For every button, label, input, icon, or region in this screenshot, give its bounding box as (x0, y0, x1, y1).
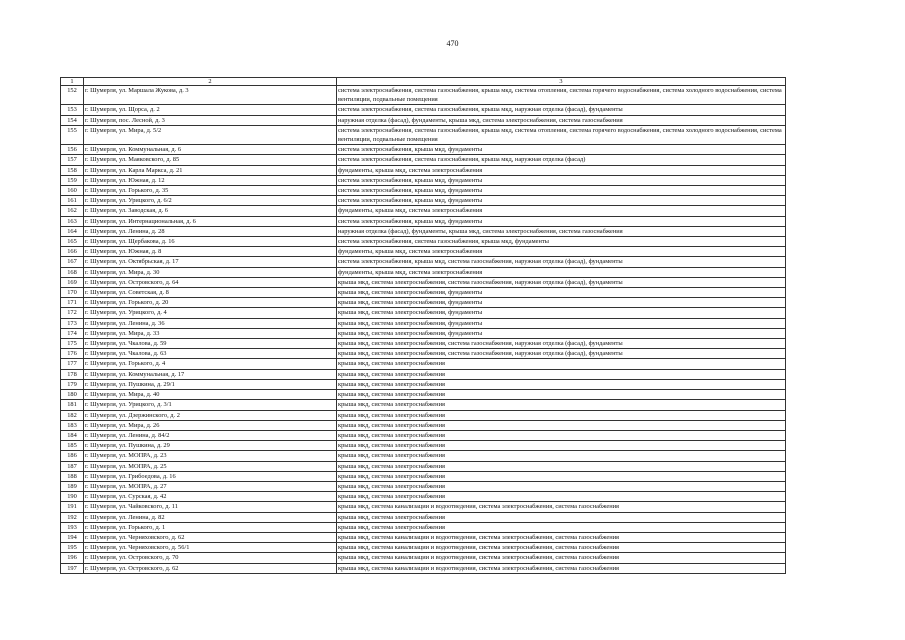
row-works: крыша мкд, система электроснабжения, фундаменты (337, 308, 786, 318)
row-number: 164 (61, 226, 84, 236)
row-address: г. Шумерля, ул. МОПРА, д. 23 (84, 451, 337, 461)
row-address: г. Шумерля, ул. Советская, д. 8 (84, 288, 337, 298)
table-row (61, 186, 786, 196)
row-works: крыша мкд, система электроснабжения, система газоснабжения, наружная отделка (фасад), фундаменты (337, 339, 786, 349)
row-works: крыша мкд, система канализации и водоотведения, система электроснабжения, система газоснабжения (337, 502, 786, 512)
table-row (61, 532, 786, 542)
row-number: 165 (61, 237, 84, 247)
row-number: 153 (61, 105, 84, 115)
table-header-row (61, 78, 786, 86)
row-address: г. Шумерля, ул. Коммунальная, д. 17 (84, 369, 337, 379)
row-number: 167 (61, 257, 84, 267)
table-row (61, 115, 786, 125)
table-row (61, 175, 786, 185)
row-number: 172 (61, 308, 84, 318)
table-row (61, 481, 786, 491)
row-works: крыша мкд, система электроснабжения, система газоснабжения, наружная отделка (фасад), фундаменты (337, 277, 786, 287)
table-row (61, 226, 786, 236)
row-works: крыша мкд, система электроснабжения (337, 390, 786, 400)
table-row (61, 430, 786, 440)
row-number: 158 (61, 165, 84, 175)
row-address: г. Шумерля, ул. Мира, д. 33 (84, 328, 337, 338)
row-number: 180 (61, 390, 84, 400)
row-address: г. Шумерля, ул. Ленина, д. 82 (84, 512, 337, 522)
table-row (61, 165, 786, 175)
row-works: крыша мкд, система электроснабжения, система газоснабжения, наружная отделка (фасад), фундаменты (337, 349, 786, 359)
row-address: г. Шумерля, пос. Лесной, д. 3 (84, 115, 337, 125)
column-header-2: 2 (84, 78, 337, 86)
row-address: г. Шумерля, ул. Урицкого, д. 4 (84, 308, 337, 318)
row-works: система электроснабжения, крыша мкд, фундаменты (337, 196, 786, 206)
row-number: 155 (61, 125, 84, 144)
table-row (61, 400, 786, 410)
row-address: г. Шумерля, ул. Дзержинского, д. 2 (84, 410, 337, 420)
row-number: 168 (61, 267, 84, 277)
row-number: 195 (61, 543, 84, 553)
row-number: 154 (61, 115, 84, 125)
row-address: г. Шумерля, ул. Заводская, д. 6 (84, 206, 337, 216)
row-works: крыша мкд, система электроснабжения (337, 369, 786, 379)
row-works: крыша мкд, система канализации и водоотведения, система электроснабжения, система газоснабжения (337, 532, 786, 542)
row-works: крыша мкд, система электроснабжения (337, 430, 786, 440)
table-row (61, 420, 786, 430)
row-address: г. Шумерля, ул. МОПРА, д. 25 (84, 461, 337, 471)
row-works: система электроснабжения, система газоснабжения, крыша мкд, фундаменты (337, 237, 786, 247)
row-works: крыша мкд, система электроснабжения (337, 441, 786, 451)
row-address: г. Шумерля, ул. Октябрьская, д. 17 (84, 257, 337, 267)
row-works: система электроснабжения, крыша мкд, фундаменты (337, 175, 786, 185)
row-works: фундаменты, крыша мкд, система электроснабжения (337, 267, 786, 277)
row-address: г. Шумерля, ул. Горького, д. 20 (84, 298, 337, 308)
table-row (61, 308, 786, 318)
row-address: г. Шумерля, ул. Коммунальная, д. 6 (84, 145, 337, 155)
row-address: г. Шумерля, ул. Черняховского, д. 56/1 (84, 543, 337, 553)
row-address: г. Шумерля, ул. Горького, д. 1 (84, 522, 337, 532)
table-row (61, 216, 786, 226)
row-number: 169 (61, 277, 84, 287)
row-number: 160 (61, 186, 84, 196)
row-address: г. Шумерля, ул. МОПРА, д. 27 (84, 481, 337, 491)
row-number: 183 (61, 420, 84, 430)
row-works: система электроснабжения, крыша мкд, фундаменты (337, 186, 786, 196)
row-address: г. Шумерля, ул. Сурская, д. 42 (84, 492, 337, 502)
table-row (61, 267, 786, 277)
row-address: г. Шумерля, ул. Островского, д. 70 (84, 553, 337, 563)
row-address: г. Шумерля, ул. Маршала Жукова, д. 3 (84, 86, 337, 105)
row-address: г. Шумерля, ул. Пушкина, д. 29/1 (84, 379, 337, 389)
table-row (61, 543, 786, 553)
row-address: г. Шумерля, ул. Урицкого, д. 6/2 (84, 196, 337, 206)
row-address: г. Шумерля, ул. Мира, д. 30 (84, 267, 337, 277)
row-number: 196 (61, 553, 84, 563)
row-number: 174 (61, 328, 84, 338)
table-row (61, 461, 786, 471)
row-works: крыша мкд, система электроснабжения (337, 379, 786, 389)
row-number: 188 (61, 471, 84, 481)
row-works: крыша мкд, система канализации и водоотведения, система электроснабжения, система газоснабжения (337, 563, 786, 573)
row-address: г. Шумерля, ул. Урицкого, д. 3/1 (84, 400, 337, 410)
row-number: 177 (61, 359, 84, 369)
row-number: 176 (61, 349, 84, 359)
row-works: крыша мкд, система электроснабжения (337, 492, 786, 502)
table-row (61, 451, 786, 461)
table-row (61, 288, 786, 298)
table-row (61, 105, 786, 115)
row-address: г. Шумерля, ул. Ленина, д. 28 (84, 226, 337, 236)
page-number: 470 (446, 39, 459, 48)
row-number: 156 (61, 145, 84, 155)
table-row (61, 318, 786, 328)
column-header-3: 3 (337, 78, 786, 86)
row-works: крыша мкд, система электроснабжения (337, 451, 786, 461)
table-row (61, 328, 786, 338)
table-row (61, 553, 786, 563)
row-number: 166 (61, 247, 84, 257)
row-works: крыша мкд, система электроснабжения (337, 471, 786, 481)
row-works: крыша мкд, система электроснабжения (337, 359, 786, 369)
row-number: 175 (61, 339, 84, 349)
table-row (61, 257, 786, 267)
table-row (61, 247, 786, 257)
row-works: система электроснабжения, система газоснабжения, крыша мкд, наружная отделка (фасад), фундаменты (337, 105, 786, 115)
row-works: крыша мкд, система электроснабжения (337, 512, 786, 522)
row-works: крыша мкд, система электроснабжения (337, 461, 786, 471)
row-number: 191 (61, 502, 84, 512)
table-row (61, 379, 786, 389)
row-address: г. Шумерля, ул. Чкалова, д. 59 (84, 339, 337, 349)
row-works: крыша мкд, система электроснабжения (337, 410, 786, 420)
column-header-1: 1 (61, 78, 84, 86)
row-address: г. Шумерля, ул. Южная, д. 12 (84, 175, 337, 185)
row-address: г. Шумерля, ул. Карла Маркса, д. 21 (84, 165, 337, 175)
table-row (61, 277, 786, 287)
row-address: г. Шумерля, ул. Мира, д. 26 (84, 420, 337, 430)
row-works: система электроснабжения, система газоснабжения, крыша мкд, система отопления, система горячего водоснабжения, система холодного водоснабжения, система вентиляции, подвальные помещения (337, 86, 786, 105)
row-works: фундаменты, крыша мкд, система электроснабжения (337, 247, 786, 257)
row-works: система электроснабжения, крыша мкд, фундаменты (337, 145, 786, 155)
row-number: 162 (61, 206, 84, 216)
row-number: 194 (61, 532, 84, 542)
row-number: 171 (61, 298, 84, 308)
row-number: 190 (61, 492, 84, 502)
table-body (61, 78, 786, 574)
table-row (61, 492, 786, 502)
table-row (61, 155, 786, 165)
table-row (61, 237, 786, 247)
row-number: 182 (61, 410, 84, 420)
row-address: г. Шумерля, ул. Мира, д. 40 (84, 390, 337, 400)
row-address: г. Шумерля, ул. Островского, д. 62 (84, 563, 337, 573)
row-number: 181 (61, 400, 84, 410)
row-works: система электроснабжения, система газоснабжения, крыша мкд, наружная отделка (фасад) (337, 155, 786, 165)
row-number: 170 (61, 288, 84, 298)
row-address: г. Шумерля, ул. Южная, д. 8 (84, 247, 337, 257)
row-number: 197 (61, 563, 84, 573)
row-address: г. Шумерля, ул. Пушкина, д. 29 (84, 441, 337, 451)
row-number: 187 (61, 461, 84, 471)
row-number: 152 (61, 86, 84, 105)
table-row (61, 390, 786, 400)
row-number: 178 (61, 369, 84, 379)
row-number: 189 (61, 481, 84, 491)
row-address: г. Шумерля, ул. Горького, д. 35 (84, 186, 337, 196)
row-works: крыша мкд, система канализации и водоотведения, система электроснабжения, система газоснабжения (337, 543, 786, 553)
row-number: 186 (61, 451, 84, 461)
row-works: крыша мкд, система электроснабжения (337, 481, 786, 491)
table-row (61, 512, 786, 522)
row-number: 161 (61, 196, 84, 206)
table-row (61, 369, 786, 379)
table-row (61, 125, 786, 144)
row-address: г. Шумерля, ул. Черняховского, д. 62 (84, 532, 337, 542)
row-address: г. Шумерля, ул. Чкалова, д. 63 (84, 349, 337, 359)
row-number: 192 (61, 512, 84, 522)
row-works: крыша мкд, система электроснабжения (337, 522, 786, 532)
row-works: крыша мкд, система электроснабжения, фундаменты (337, 328, 786, 338)
row-works: крыша мкд, система электроснабжения, фундаменты (337, 318, 786, 328)
register-table (60, 77, 786, 574)
row-address: г. Шумерля, ул. Мира, д. 5/2 (84, 125, 337, 144)
row-works: крыша мкд, система электроснабжения, фундаменты (337, 298, 786, 308)
table-row (61, 86, 786, 105)
row-works: система электроснабжения, система газоснабжения, крыша мкд, система отопления, система горячего водоснабжения, система холодного водоснабжения, система вентиляции, подвальные помещения (337, 125, 786, 144)
row-number: 179 (61, 379, 84, 389)
row-address: г. Шумерля, ул. Щербакова, д. 16 (84, 237, 337, 247)
row-works: наружная отделка (фасад), фундаменты, крыша мкд, система электроснабжения, система газоснабжения (337, 115, 786, 125)
row-address: г. Шумерля, ул. Горького, д. 4 (84, 359, 337, 369)
table-row (61, 522, 786, 532)
row-number: 163 (61, 216, 84, 226)
table-row (61, 441, 786, 451)
row-address: г. Шумерля, ул. Ленина, д. 84/2 (84, 430, 337, 440)
row-address: г. Шумерля, ул. Интернациональная, д. 6 (84, 216, 337, 226)
row-number: 173 (61, 318, 84, 328)
row-number: 185 (61, 441, 84, 451)
row-works: система электроснабжения, крыша мкд, система газоснабжения, наружная отделка (фасад), фундаменты (337, 257, 786, 267)
row-works: крыша мкд, система канализации и водоотведения, система электроснабжения, система газоснабжения (337, 553, 786, 563)
row-works: крыша мкд, система электроснабжения (337, 420, 786, 430)
table-row (61, 145, 786, 155)
row-works: наружная отделка (фасад), фундаменты, крыша мкд, система электроснабжения, система газоснабжения (337, 226, 786, 236)
table-row (61, 339, 786, 349)
table-row (61, 471, 786, 481)
table-row (61, 563, 786, 573)
row-number: 157 (61, 155, 84, 165)
row-works: крыша мкд, система электроснабжения (337, 400, 786, 410)
table-row (61, 502, 786, 512)
row-address: г. Шумерля, ул. Островского, д. 64 (84, 277, 337, 287)
row-works: крыша мкд, система электроснабжения, фундаменты (337, 288, 786, 298)
row-works: фундаменты, крыша мкд, система электроснабжения (337, 165, 786, 175)
table-row (61, 349, 786, 359)
table-row (61, 206, 786, 216)
row-address: г. Шумерля, ул. Ленина, д. 36 (84, 318, 337, 328)
table-row (61, 298, 786, 308)
row-address: г. Шумерля, ул. Маяковского, д. 85 (84, 155, 337, 165)
table-row (61, 196, 786, 206)
row-address: г. Шумерля, ул. Грибоедова, д. 16 (84, 471, 337, 481)
table-row (61, 359, 786, 369)
row-number: 159 (61, 175, 84, 185)
table-row (61, 410, 786, 420)
row-works: система электроснабжения, крыша мкд, фундаменты (337, 216, 786, 226)
row-number: 184 (61, 430, 84, 440)
row-address: г. Шумерля, ул. Чайковского, д. 11 (84, 502, 337, 512)
row-number: 193 (61, 522, 84, 532)
row-works: фундаменты, крыша мкд, система электроснабжения (337, 206, 786, 216)
row-address: г. Шумерля, ул. Щорса, д. 2 (84, 105, 337, 115)
